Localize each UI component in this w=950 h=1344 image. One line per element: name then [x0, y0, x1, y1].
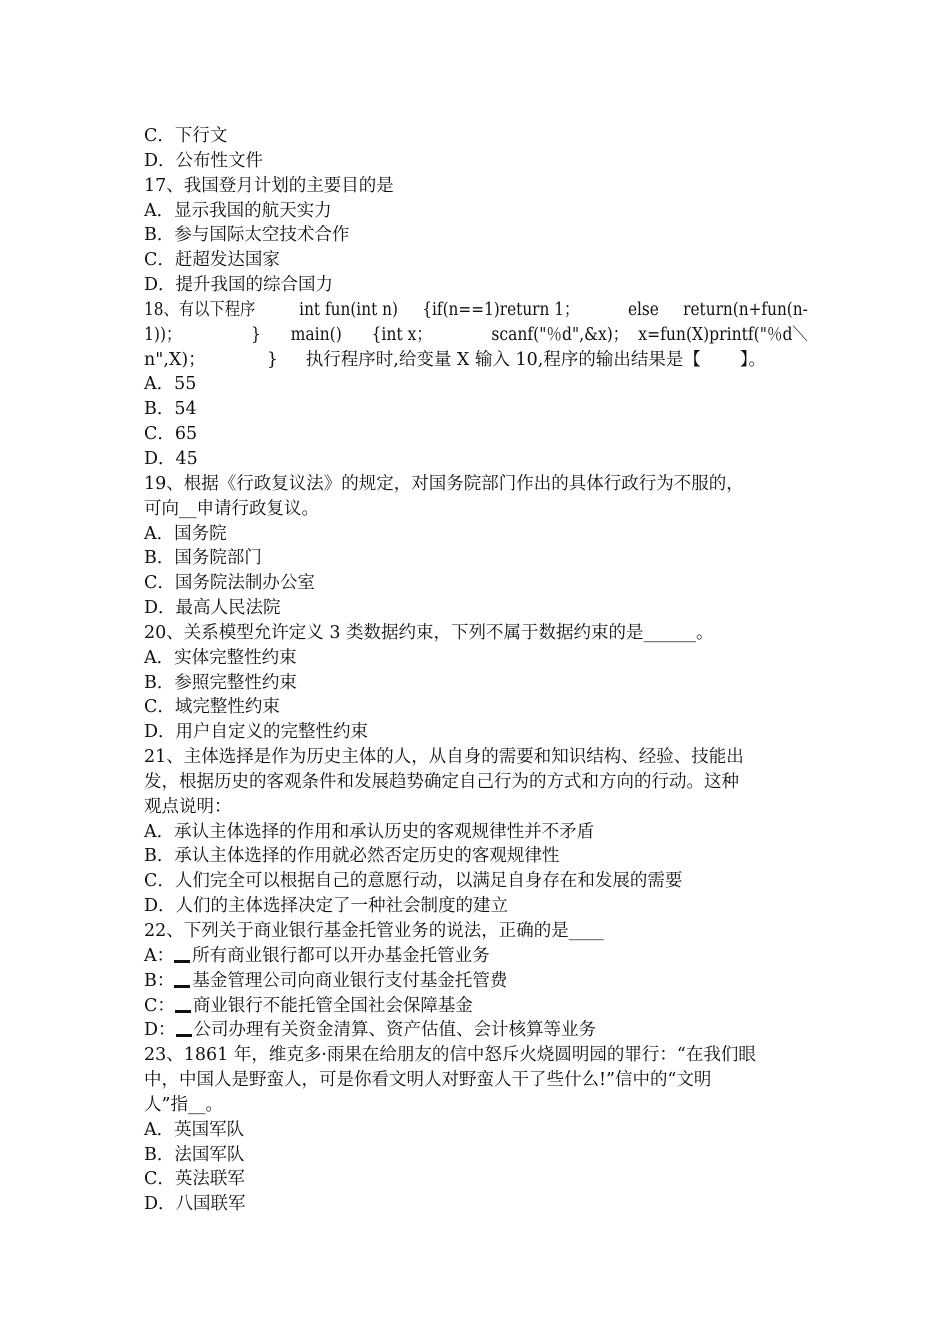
- option-line: [144, 1018, 808, 1043]
- option-line: B．国务院部门: [144, 548, 262, 569]
- option-text: 基金管理公司向商业银行支付基金托管费: [192, 970, 508, 991]
- question-19-line-2: 可向__申请行政复议。: [144, 498, 319, 519]
- option-line: [144, 994, 808, 1019]
- placeholder-box-icon: [175, 1005, 191, 1013]
- question-17: 17、我国登月计划的主要目的是: [144, 175, 394, 196]
- question-21-line-2: 发，根据历史的客观条件和发展趋势确定自己行为的方式和方向的行动。这种: [144, 771, 739, 792]
- question-21-line-3: 观点说明：: [144, 796, 232, 817]
- question-22: 22、下列关于商业银行基金托管业务的说法，正确的是____: [144, 921, 604, 941]
- option-line: A．显示我国的航天实力: [144, 200, 332, 221]
- option-text: 商业银行不能托管全国社会保障基金: [192, 995, 473, 1016]
- option-prefix: A：: [144, 945, 175, 966]
- question-23-line-1: 23、1861 年，维克多·雨果在给朋友的信中怒斥火烧圆明园的罪行：“在我们眼: [144, 1045, 756, 1066]
- option-line: D．公布性文件: [144, 150, 264, 171]
- option-line: A．英国军队: [144, 1119, 245, 1140]
- option-line: A．国务院: [144, 523, 227, 544]
- question-19-line-1: 19、根据《行政复议法》的规定，对国务院部门作出的具体行政行为不服的，: [144, 473, 744, 494]
- placeholder-box-icon: [174, 980, 190, 988]
- option-prefix: B：: [144, 970, 175, 991]
- option-line: A．承认主体选择的作用和承认历史的客观规律性并不矛盾: [144, 821, 595, 842]
- question-21-line-1: 21、主体选择是作为历史主体的人，从自身的需要和知识结构、经验、技能出: [144, 747, 744, 768]
- option-line: B．参与国际太空技术合作: [144, 225, 350, 246]
- option-line: C．下行文: [144, 126, 228, 146]
- option-line: B．参照完整性约束: [144, 672, 297, 693]
- option-line: [144, 969, 808, 994]
- option-line: B．法国军队: [144, 1144, 245, 1165]
- question-18-line-3: n",X)； } 执行程序时,给变量 X 输入 10,程序的输出结果是【 】。: [144, 349, 767, 370]
- option-line: D．45: [144, 448, 198, 469]
- option-line: A．55: [144, 374, 197, 395]
- placeholder-box-icon: [176, 1029, 192, 1037]
- option-prefix: D：: [144, 1020, 176, 1041]
- option-text: 公司办理有关资金清算、资产估值、会计核算等业务: [193, 1020, 597, 1041]
- question-18-line-2: 1))； } main() {int x； scanf("％d",&x)； x=fun(X)printf("％d＼: [144, 324, 809, 345]
- option-text: 所有商业银行都可以开办基金托管业务: [192, 945, 490, 966]
- placeholder-box-icon: [174, 955, 190, 963]
- option-line: D．八国联军: [144, 1194, 246, 1215]
- option-line: D．人们的主体选择决定了一种社会制度的建立: [144, 896, 509, 917]
- option-line: D．最高人民法院: [144, 598, 281, 619]
- option-line: [144, 944, 808, 969]
- option-line: D．用户自定义的完整性约束: [144, 722, 369, 743]
- question-20: 20、关系模型允许定义 3 类数据约束，下列不属于数据约束的是______。: [144, 622, 714, 643]
- document-page: [144, 124, 808, 1217]
- option-line: C．65: [144, 424, 198, 445]
- option-line: A．实体完整性约束: [144, 647, 297, 668]
- option-line: C．国务院法制办公室: [144, 573, 315, 594]
- option-line: B．54: [144, 399, 197, 420]
- option-line: C．赶超发达国家: [144, 250, 280, 271]
- option-prefix: C：: [144, 995, 175, 1016]
- option-line: B．承认主体选择的作用就必然否定历史的客观规律性: [144, 846, 560, 867]
- question-23-line-2: 中，中国人是野蛮人，可是你看文明人对野蛮人干了些什么!”信中的“文明: [144, 1070, 712, 1091]
- question-18-line-1: 18、有以下程序 int fun(int n) {if(n==1)return 1； else return(n+fun(n-: [144, 299, 808, 320]
- option-line: C．域完整性约束: [144, 697, 280, 718]
- question-23-line-3: 人”指__。: [144, 1094, 223, 1115]
- option-line: C．英法联军: [144, 1169, 245, 1190]
- option-line: C．人们完全可以根据自己的意愿行动，以满足自身存在和发展的需要: [144, 871, 683, 892]
- option-line: D．提升我国的综合国力: [144, 275, 334, 296]
